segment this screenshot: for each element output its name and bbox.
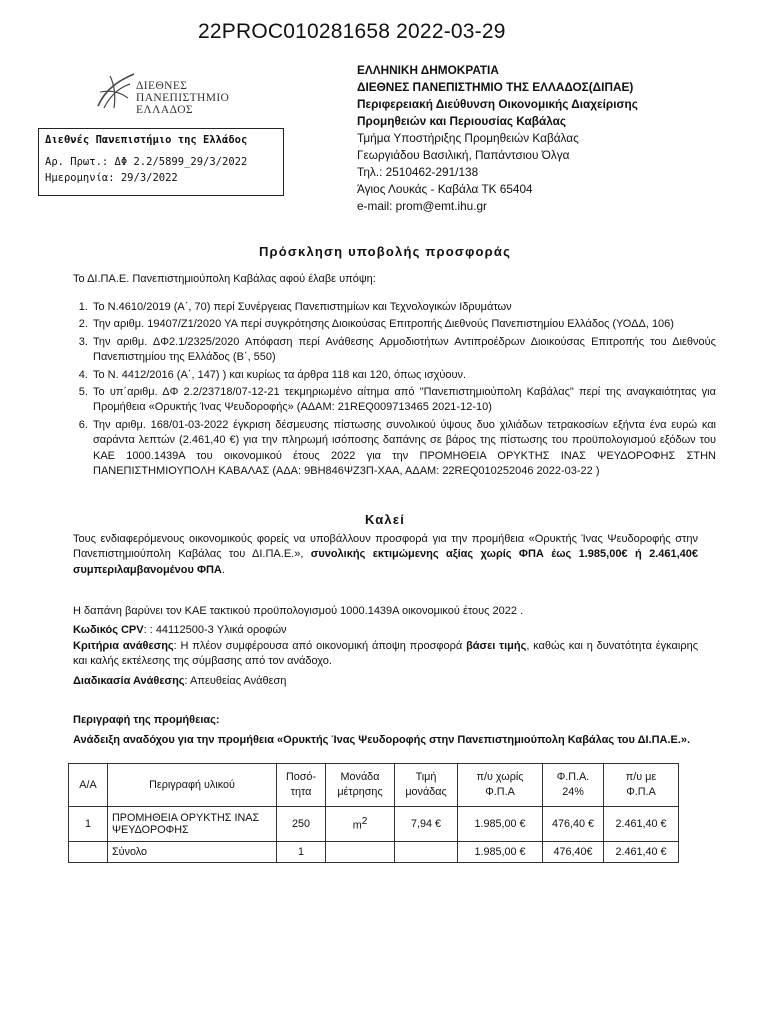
cell-quantity: 250 — [277, 807, 326, 842]
stamp-date: Ημερομηνία: 29/3/2022 — [45, 172, 178, 184]
sender-address-block — [357, 62, 687, 215]
stamp-protocol-number: Αρ. Πρωτ.: ΔΦ 2.2/5899_29/3/2022 — [45, 156, 248, 168]
procedure-line — [73, 674, 698, 689]
cell-unit — [326, 807, 395, 842]
cell-empty — [326, 842, 395, 863]
cell-empty — [69, 842, 108, 863]
logo-line: ΠΑΝΕΠΙΣΤΗΜΙΟ — [136, 92, 230, 104]
table-header-row — [69, 764, 679, 807]
list-item: 4. Το Ν. 4412/2016 (Α΄, 147) ) και κυρίως τα άρθρα 118 και 120, όπως ισχύουν. — [91, 368, 716, 383]
table-row — [69, 807, 679, 842]
cpv-line — [73, 623, 698, 638]
col-header-quantity: Ποσό- τητα — [277, 764, 326, 807]
cell-unit-price: 7,94 € — [395, 807, 458, 842]
cpv-value: : : 44112500-3 Υλικά οροφών — [143, 624, 287, 636]
cell-aa: 1 — [69, 807, 108, 842]
cell-total-net: 1.985,00 € — [458, 842, 543, 863]
unit-text: m — [352, 819, 362, 832]
intro-text: Το ΔΙ.ΠΑ.Ε. Πανεπιστημιούπολη Καβάλας αφού έλαβε υπόψη: — [73, 273, 376, 285]
table-total-row — [69, 842, 679, 863]
procedure-label: Διαδικασία Ανάθεσης — [73, 675, 185, 687]
invitation-paragraph — [73, 532, 698, 578]
col-header-net: π/υ χωρίς Φ.Π.Α — [458, 764, 543, 807]
logo-line: ΔΙΕΘΝΕΣ — [136, 80, 188, 92]
list-item: 2. Την αριθμ. 19407/Ζ1/2020 ΥΑ περί συγκρότησης Διοικούσας Επιτροπής Διεθνούς Πανεπιστημίου Ελλάδος (ΥΟΔΔ, 106) — [91, 317, 716, 332]
cell-total-vat: 476,40€ — [543, 842, 604, 863]
description-heading: Περιγραφή της προμήθειας: — [73, 714, 220, 726]
list-item: 5. Το υπ΄αριθμ. ΔΦ 2.2/23718/07-12-21 τεκμηριωμένο αίτημα από "Πανεπιστημιούπολη Καβάλας" περί της αναγκαιότητας για Προμήθεια «Ορυκτής Ίνας Ψευδοροφής» (ΑΔΑΜ: 21REQ009713465 2021-12-10) — [91, 385, 716, 416]
criteria-text-1: : Η πλέον συμφέρουσα από οικονομική άποψη προσφορά — [173, 640, 467, 652]
materials-table — [68, 763, 679, 863]
phone-number: Τηλ.: 2510462-291/138 — [357, 165, 479, 179]
logo-line: ΕΛΛΑΔΟΣ — [136, 104, 193, 116]
protocol-stamp — [38, 128, 284, 196]
cell-total-label: Σύνολο — [108, 842, 277, 863]
invitation-end: . — [221, 563, 225, 576]
university-name: ΔΙΕΘΝΕΣ ΠΑΝΕΠΙΣΤΗΜΙΟ ΤΗΣ ΕΛΛΑΔΟΣ(ΔΙΠΑΕ) — [357, 80, 634, 94]
col-header-gross: π/υ με Φ.Π.Α — [604, 764, 679, 807]
directorate-line-2: Προμηθειών και Περιουσίας Καβάλας — [357, 114, 567, 128]
list-item: 1. Το Ν.4610/2019 (Α΄, 70) περί Συνέργειας Πανεπιστημίων και Τεχνολογικών Ιδρυμάτων — [91, 300, 716, 315]
col-header-vat: Φ.Π.Α. 24% — [543, 764, 604, 807]
republic-heading: ΕΛΛΗΝΙΚΗ ΔΗΜΟΚΡΑΤΙΑ — [357, 63, 499, 77]
document-title: Πρόσκληση υποβολής προσφοράς — [258, 244, 512, 259]
invitation-value-text: συνολικής εκτιμώμενης αξίας χωρίς ΦΠΑ έως 1.985,00€ ή 2.461,40€ συμπεριλαμβανομένου ΦΠΑ — [73, 548, 699, 576]
col-header-aa: Α/Α — [69, 764, 108, 807]
cell-gross: 2.461,40 € — [604, 807, 679, 842]
considerations-list — [73, 300, 716, 481]
criteria-label: Κριτήρια ανάθεσης — [73, 640, 174, 652]
criteria-bold-text: βάσει τιμής — [466, 640, 527, 652]
stamp-title: Διεθνές Πανεπιστήμιο της Ελλάδος — [45, 134, 248, 146]
cpv-label: Κωδικός CPV — [73, 624, 144, 636]
list-item: 6. Την αριθμ. 168/01-03-2022 έγκριση δέσμευσης πίστωσης συνολικού ύψους δυο χιλιάδων τετρακοσίων εξήντα ένα ευρώ και σαράντα λεπτών (2.461,40 €) για την πληρωμή ισόποσης δαπάνης σε βάρος της πίστωσης του προϋπολογισμού εξόδων του ΚΑΕ 1000.1439Α του οικονομικού έτους 2022 για την ΠΡΟΜΗΘΕΙΑ ΟΡΥΚΤΗΣ ΙΝΑΣ ΨΕΥΔΟΡΟΦΗΣ ΣΤΗΝ ΠΑΝΕΠΙΣΤΗΜΙΟΥΠΟΛΗ ΚΑΒΑΛΑΣ (ΑΔΑ: 9ΒΗ846ΨΖ3Π-ΧΑΑ, ΑΔΑΜ: 22REQ010252046 2022-03-22 ) — [91, 418, 716, 480]
cell-total-quantity: 1 — [277, 842, 326, 863]
description-text: Ανάδειξη αναδόχου για την προμήθεια «Ορυκτής Ίνας Ψευδοροφής στην Πανεπιστημιούπολη Καβάλας του ΔΙ.ΠΑ.Ε.». — [73, 734, 691, 746]
logo-text — [136, 80, 229, 116]
document-reference-number: 22PROC010281658 2022-03-29 — [198, 20, 506, 43]
criteria-paragraph — [73, 639, 698, 670]
unit-superscript: 2 — [361, 816, 368, 828]
postal-address: Άγιος Λουκάς - Καβάλα ΤΚ 65404 — [357, 182, 533, 196]
col-header-unit-price: Τιμή μονάδας — [395, 764, 458, 807]
email-address: e-mail: prom@emt.ihu.gr — [357, 199, 487, 213]
contact-names: Γεωργιάδου Βασιλική, Παπάντσιου Όλγα — [357, 148, 570, 162]
cell-total-gross: 2.461,40 € — [604, 842, 679, 863]
cell-net: 1.985,00 € — [458, 807, 543, 842]
list-item: 3. Την αριθμ. ΔΦ2.1/2325/2020 Απόφαση περί Ανάθεσης Αρμοδιοτήτων Αντιπροέδρων Διοικούσας Επιτροπής του Διεθνούς Πανεπιστημίου της Ελλάδος (Β΄, 550) — [91, 335, 716, 366]
criteria-text-2: , καθώς και η δυνατότητα έγκαιρης και καλής εκτέλεσης της σύμβασης από τον ανάδοχο. — [73, 640, 699, 668]
cell-vat: 476,40 € — [543, 807, 604, 842]
col-header-unit: Μονάδα μέτρησης — [326, 764, 395, 807]
invitation-text: Τους ενδιαφερόμενους οικονομικούς φορείς να υποβάλλουν προσφορά για την προμήθεια «Ορυκτής Ίνας Ψευδοροφής στην Πανεπιστημιούπολη Καβάλας του ΔΙ.ΠΑ.Ε.», — [73, 533, 698, 561]
cell-empty — [395, 842, 458, 863]
department-name: Τμήμα Υποστήριξης Προμηθειών Καβάλας — [357, 131, 579, 145]
col-header-description: Περιγραφή υλικού — [108, 764, 277, 807]
directorate-line-1: Περιφερειακή Διεύθυνση Οικονομικής Διαχείρισης — [357, 97, 638, 111]
invites-heading: Καλεί — [364, 512, 406, 527]
procedure-value: : Απευθείας Ανάθεση — [184, 675, 287, 687]
cell-description: ΠΡΟΜΗΘΕΙΑ ΟΡΥΚΤΗΣ ΙΝΑΣ ΨΕΥΔΟΡΟΦΗΣ — [108, 807, 277, 842]
budget-note: Η δαπάνη βαρύνει τον ΚΑΕ τακτικού προϋπολογισμού 1000.1439Α οικονομικού έτους 2022 . — [73, 605, 524, 617]
